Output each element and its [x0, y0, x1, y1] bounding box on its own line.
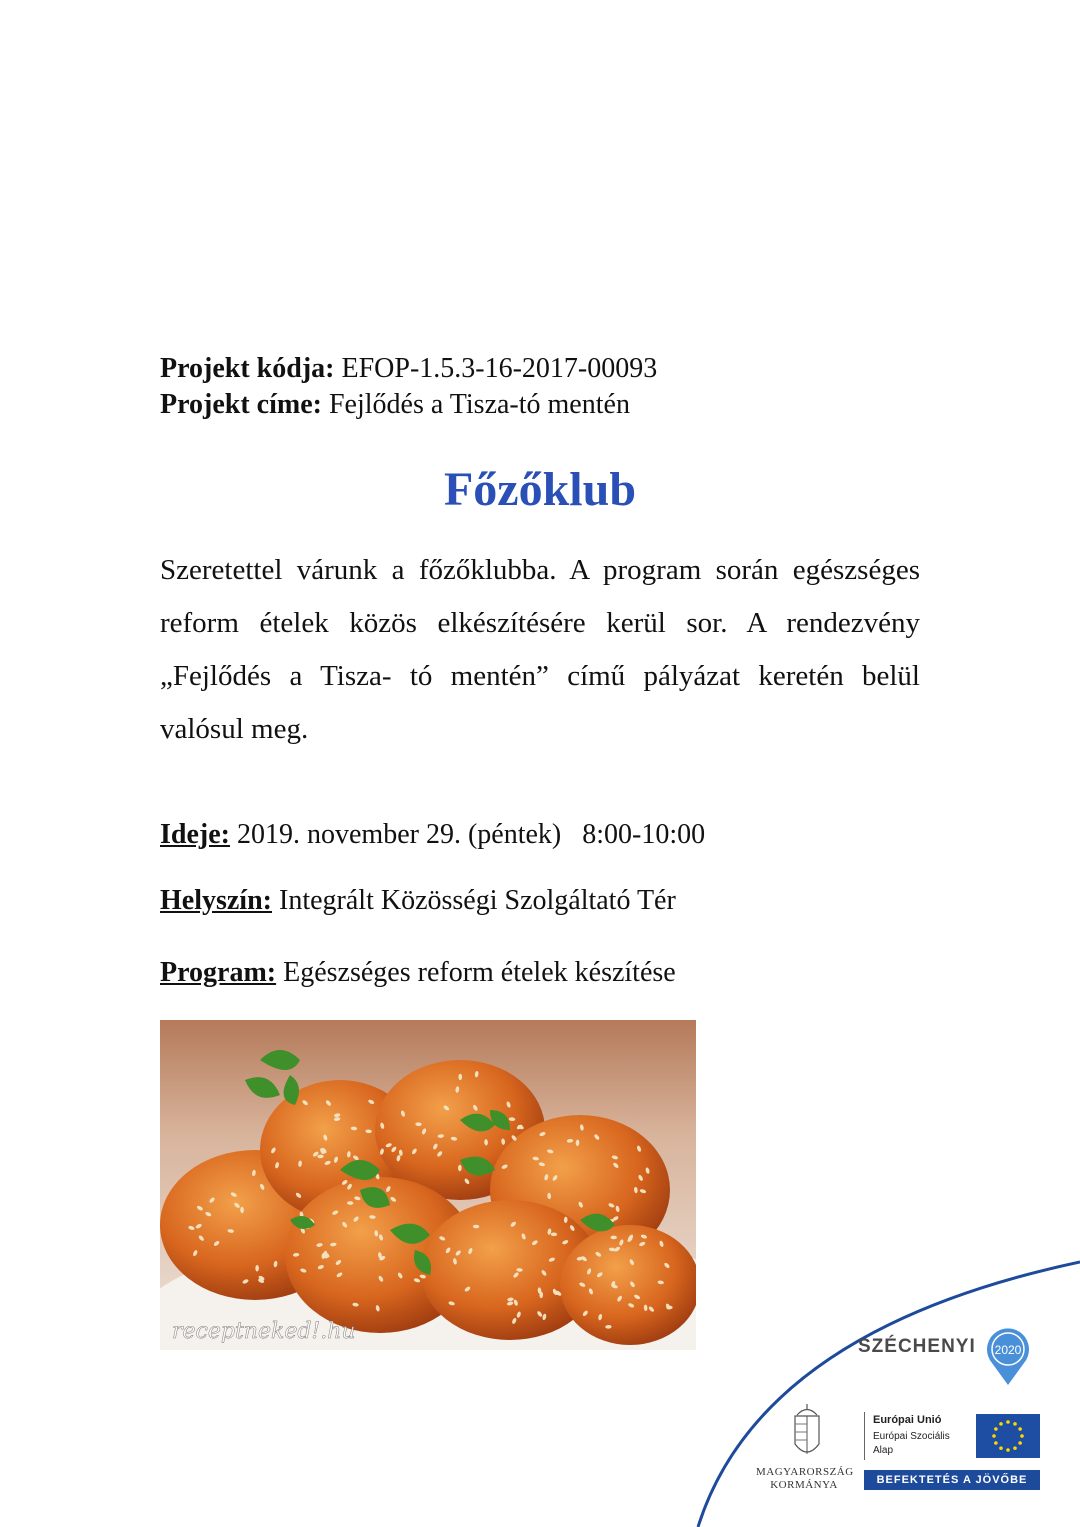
- photo-watermark: receptneked!.hu: [172, 1319, 356, 1344]
- project-title-value: Fejlődés a Tisza-tó mentén: [328, 389, 630, 420]
- eu-star-icon: [992, 1434, 996, 1438]
- eu-divider: [864, 1412, 865, 1460]
- date-value: 2019. november 29. (péntek) 8:00-10:00: [236, 819, 706, 850]
- eu-slogan-banner: BEFEKTETÉS A JÖVŐBE: [864, 1470, 1040, 1490]
- eu-star-icon: [1013, 1422, 1017, 1426]
- place-value: Integrált Közösségi Szolgáltató Tér: [279, 885, 676, 916]
- coat-of-arms-icon: [787, 1404, 827, 1462]
- project-title-label: Projekt címe:: [160, 389, 322, 420]
- government-caption-line2: KORMÁNYA: [770, 1479, 838, 1491]
- eu-star-icon: [1013, 1446, 1017, 1450]
- eu-star-icon: [1018, 1427, 1022, 1431]
- eu-star-icon: [999, 1446, 1003, 1450]
- project-code-value: EFOP-1.5.3-16-2017-00093: [341, 353, 658, 384]
- eu-star-icon: [1006, 1420, 1010, 1424]
- government-caption: [756, 1466, 852, 1492]
- place-label: Helyszín:: [160, 885, 272, 916]
- program-label: Program:: [160, 957, 277, 988]
- eu-fund-text: Európai Szociális: [873, 1431, 950, 1442]
- eu-fund-text-2: Alap: [873, 1445, 894, 1456]
- eu-union-text: Európai Unió: [873, 1414, 942, 1426]
- program-value: Egészséges reform ételek készítése: [283, 957, 676, 988]
- date-label: Ideje:: [160, 819, 230, 850]
- eu-star-icon: [994, 1441, 998, 1445]
- eu-star-icon: [1020, 1434, 1024, 1438]
- szechenyi-pin-icon: [985, 1327, 1031, 1387]
- intro-paragraph: Szeretettel várunk a főzőklubba. A program során egészséges reform ételek közös elkészítésére kerül sor. A rendezvény „Fejlődés a Tisza- tó mentén” című pályázat keretén belül valósul meg.: [160, 554, 920, 745]
- page-title: Főzőklub: [443, 463, 637, 516]
- szechenyi-year: 2020: [994, 1343, 1022, 1357]
- government-caption-line1: MAGYARORSZÁG: [756, 1466, 854, 1478]
- eu-star-icon: [1018, 1441, 1022, 1445]
- eu-star-icon: [999, 1422, 1003, 1426]
- project-code-label: Projekt kódja:: [160, 353, 335, 384]
- szechenyi-logo-text: SZÉCHENYI: [858, 1336, 976, 1357]
- eu-flag-icon: [976, 1414, 1040, 1458]
- eu-star-icon: [994, 1427, 998, 1431]
- eu-star-icon: [1006, 1448, 1010, 1452]
